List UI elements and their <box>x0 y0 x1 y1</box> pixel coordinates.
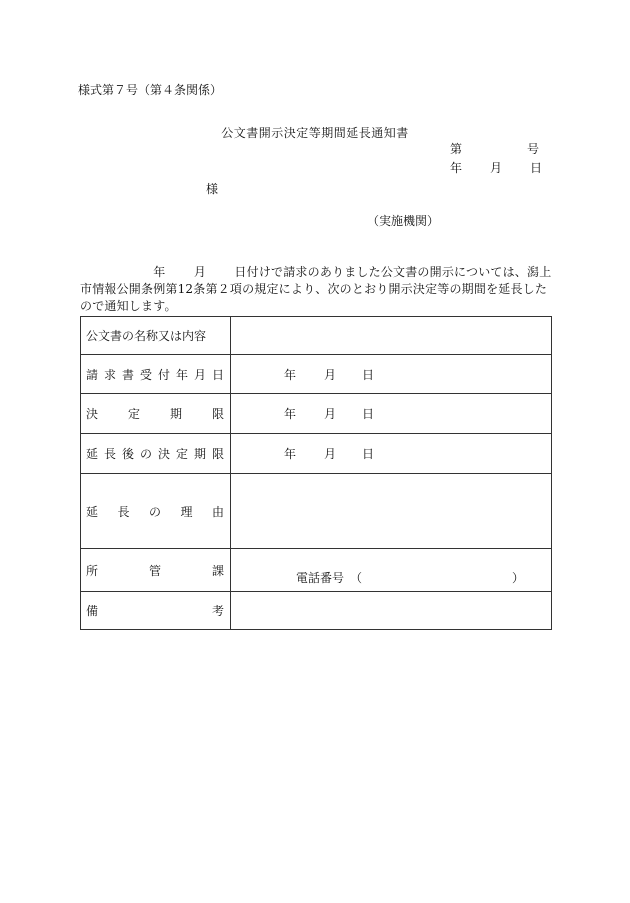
row-label-extension-reason: 延長の理由 <box>81 474 231 549</box>
date-year: 年 <box>284 367 297 382</box>
phone-close-paren: ） <box>512 571 525 585</box>
table-row <box>81 355 552 394</box>
date-month: 月 <box>324 447 337 461</box>
implementing-agency: （実施機関） <box>367 214 440 228</box>
row-label-document-name: 公文書の名称又は内容 <box>81 317 231 355</box>
table-row <box>81 474 552 549</box>
table-row <box>81 549 552 592</box>
extension-reason-value <box>231 474 552 549</box>
row-label-remarks: 備考 <box>81 592 231 630</box>
document-title: 公文書開示決定等期間延長通知書 <box>221 126 409 140</box>
row-label-department: 所管課 <box>81 549 231 592</box>
document-name-value <box>231 317 552 355</box>
row-label-request-received-date: 請求書受付年月日 <box>81 355 231 394</box>
request-received-date-value <box>231 355 552 394</box>
date-month: 月 <box>324 407 337 421</box>
addressee-suffix: 様 <box>206 182 219 196</box>
row-label-decision-deadline: 決定期限 <box>81 394 231 434</box>
issue-date-day: 日 <box>530 161 543 175</box>
table-row <box>81 592 552 630</box>
date-year: 年 <box>284 447 297 461</box>
table-row <box>81 434 552 474</box>
date-day: 日 <box>362 367 375 382</box>
date-day: 日 <box>362 447 375 461</box>
issue-date-year: 年 <box>450 161 463 175</box>
reference-number-suffix: 号 <box>527 142 540 156</box>
extended-deadline-value <box>231 434 552 474</box>
date-month: 月 <box>324 367 337 382</box>
issue-date <box>450 161 542 175</box>
remarks-value <box>231 592 552 630</box>
notice-body: 年 月 日付けで請求のありました公文書の開示については、潟上市情報公開条例第12条第２項の規定により、次のとおり開示決定等の期間を延長したので通知します。 <box>80 265 552 313</box>
phone-open-paren: （ <box>350 571 363 585</box>
date-day: 日 <box>362 407 375 421</box>
form-number-label: 様式第７号（第４条関係） <box>78 83 223 97</box>
reference-number-prefix: 第 <box>450 142 463 156</box>
table-row <box>81 394 552 434</box>
date-year: 年 <box>284 407 297 421</box>
table-row <box>81 317 552 355</box>
department-phone <box>231 549 552 592</box>
phone-label: 電話番号 <box>296 571 345 585</box>
issue-date-month: 月 <box>490 161 503 175</box>
decision-deadline-value <box>231 394 552 434</box>
row-label-extended-deadline: 延長後の決定期限 <box>81 434 231 474</box>
notice-table <box>80 316 552 630</box>
